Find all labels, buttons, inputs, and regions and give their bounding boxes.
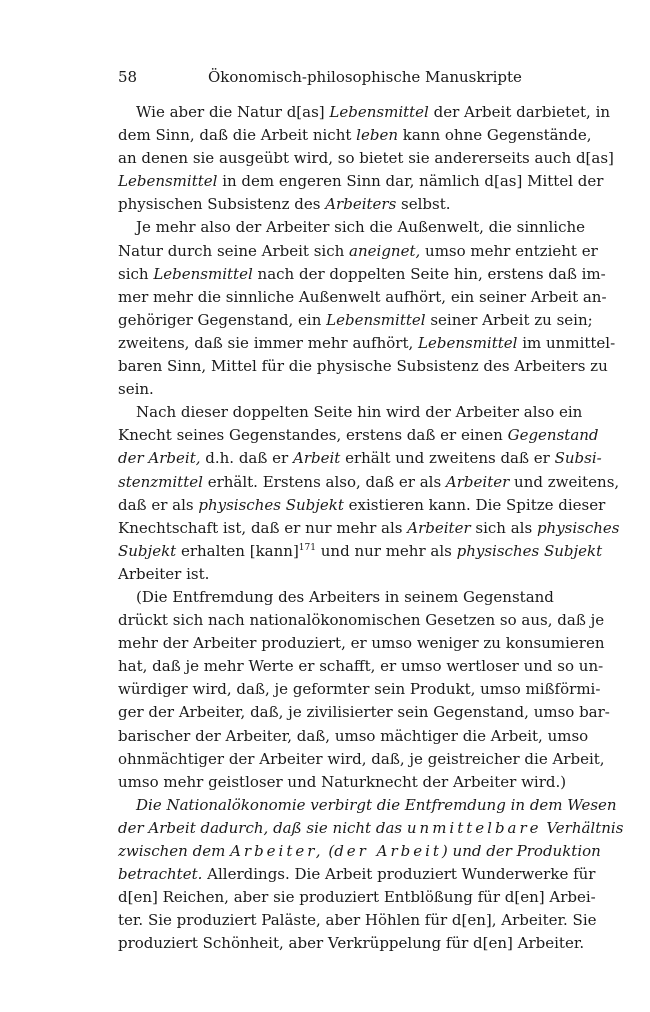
text-line	[118, 124, 592, 147]
paragraph	[118, 794, 624, 956]
text-run: würdiger wird, daß, je geformter sein Produkt, umso mißförmi-	[118, 680, 601, 699]
text-line	[118, 332, 616, 355]
text-run: Nach dieser doppelten Seite hin wird der Arbeiter also ein	[136, 403, 583, 422]
emphasis-text: physisches	[536, 518, 620, 537]
text-line	[118, 401, 583, 424]
text-run: d.h. daß er	[200, 449, 293, 468]
text-run: Knechtschaft ist, daß er nur mehr als	[118, 518, 408, 537]
paragraph	[118, 401, 620, 586]
text-line	[118, 632, 605, 655]
emphasis-text: Lebensmittel	[418, 333, 518, 352]
text-line	[118, 609, 605, 632]
page-number: 58	[118, 68, 138, 86]
emphasis-text: zwischen dem	[118, 842, 231, 860]
text-run: (Die Entfremdung des Arbeiters in seinem Gegenstand	[136, 587, 554, 606]
text-run: und nur mehr als	[315, 541, 457, 560]
emphasis-text: der Arbeit,	[118, 449, 201, 468]
emphasis-text: Subjekt	[118, 541, 177, 560]
emphasis-text: Arbeiters	[325, 195, 397, 214]
text-run: erhält. Erstens also, daß er als	[202, 472, 446, 491]
text-run: selbst.	[396, 195, 451, 214]
text-line	[118, 447, 602, 470]
emphasis-text: stenzmittel	[118, 472, 203, 491]
text-run: gehöriger Gegenstand, ein	[118, 310, 327, 329]
emphasis-text: der Arbeit	[334, 842, 442, 860]
text-run: ohnmächtiger der Arbeiter wird, daß, je geistreicher die Arbeit,	[118, 749, 605, 768]
text-line	[118, 748, 605, 771]
text-line	[118, 655, 604, 678]
text-run: drückt sich nach nationalökonomischen Gesetzen so aus, daß je	[118, 611, 605, 630]
text-run: sein.	[118, 380, 154, 399]
text-run: Allerdings. Die Arbeit produziert Wunderwerke für	[202, 865, 596, 884]
text-line	[118, 863, 596, 886]
emphasis-text: der Arbeit dadurch, daß sie nicht das	[118, 818, 407, 837]
text-run: seiner Arbeit zu sein;	[425, 310, 593, 329]
text-run: umso mehr entzieht er	[420, 241, 598, 260]
text-line	[118, 147, 614, 170]
emphasis-text: Arbeiter,	[230, 842, 324, 860]
text-line	[118, 932, 585, 955]
text-run: existieren kann. Die Spitze dieser	[343, 495, 606, 514]
text-run: physischen Subsistenz des	[118, 195, 326, 214]
emphasis-text: physisches Subjekt	[198, 495, 344, 514]
emphasis-text: Lebensmittel	[326, 310, 426, 329]
text-line	[118, 563, 530, 586]
text-line	[118, 725, 589, 748]
emphasis-text: aneignet,	[349, 241, 421, 260]
text-line	[118, 494, 606, 517]
text-run: ter. Sie produziert Paläste, aber Höhlen für d[en], Arbeiter. Sie	[118, 911, 597, 930]
emphasis-text: physisches Subjekt	[456, 541, 603, 560]
emphasis-text: Subsi-	[554, 449, 602, 468]
text-run: sich als	[470, 518, 537, 537]
text-run: im unmittel-	[517, 333, 616, 352]
text-run: an denen sie ausgeübt wird, so bietet sie andererseits auch d[as]	[118, 149, 614, 168]
emphasis-text: ) und der Produktion	[441, 842, 601, 860]
text-run: in dem engeren Sinn dar, nämlich d[as] Mittel der	[217, 172, 604, 191]
paragraph	[118, 586, 610, 794]
text-run: umso mehr geistloser und Naturknecht der Arbeiter wird.)	[118, 772, 567, 791]
emphasis-text: Verhältnis	[541, 818, 624, 837]
text-line	[118, 678, 601, 701]
emphasis-text: Arbeiter	[445, 472, 510, 491]
emphasis-text: Lebensmittel	[153, 264, 253, 283]
text-run: nach der doppelten Seite hin, erstens daß im-	[252, 264, 606, 283]
text-line	[118, 517, 620, 540]
text-line	[118, 817, 624, 840]
text-line	[118, 216, 586, 239]
paragraph	[118, 216, 616, 401]
text-line	[118, 263, 606, 286]
text-run: Knecht seines Gegenstandes, erstens daß er einen	[118, 426, 508, 445]
running-title: Ökonomisch-philosophische Manuskripte	[208, 68, 522, 86]
text-run: Wie aber die Natur d[as]	[136, 103, 330, 121]
text-line	[118, 886, 596, 909]
emphasis-text: (	[323, 842, 335, 860]
running-head	[118, 66, 530, 88]
emphasis-text: Lebensmittel	[118, 172, 218, 191]
emphasis-text: Lebensmittel	[329, 103, 429, 121]
text-line	[118, 355, 608, 378]
text-line	[118, 101, 611, 124]
text-line	[118, 193, 530, 216]
text-line	[118, 909, 597, 932]
text-line	[118, 471, 620, 494]
text-line	[118, 309, 593, 332]
text-run: kann ohne Gegenstände,	[398, 126, 592, 145]
text-run: der Arbeit darbietet, in	[428, 103, 611, 121]
text-line	[118, 170, 604, 193]
text-run: barischer der Arbeiter, daß, umso mächtiger die Arbeit, umso	[118, 726, 589, 745]
footnote-ref: 171	[298, 542, 316, 553]
text-line	[118, 771, 567, 794]
text-run: ger der Arbeiter, daß, je zivilisierter sein Gegenstand, umso bar-	[118, 703, 610, 722]
emphasis-text: leben	[356, 126, 398, 145]
text-run: d[en] Reichen, aber sie produziert Entblößung für d[en] Arbei-	[118, 888, 596, 907]
text-line	[118, 701, 610, 724]
text-run: daß er als	[118, 495, 199, 514]
body-text	[118, 101, 624, 955]
emphasis-text: Arbeiter	[407, 518, 471, 537]
text-run: mehr der Arbeiter produziert, er umso weniger zu konsumieren	[118, 634, 605, 653]
text-run: Natur durch seine Arbeit sich	[118, 241, 350, 260]
emphasis-text: Die Nationalökonomie verbirgt die Entfremdung in dem Wesen	[136, 795, 617, 814]
text-run: sich	[118, 264, 154, 283]
text-run: produziert Schönheit, aber Verkrüppelung für d[en] Arbeiter.	[118, 934, 585, 953]
text-line	[118, 794, 617, 817]
text-run: Je mehr also der Arbeiter sich die Außenwelt, die sinnliche	[136, 218, 586, 237]
text-run: Arbeiter ist.	[118, 564, 210, 583]
text-line	[118, 286, 607, 309]
text-line	[118, 424, 599, 447]
text-run: dem Sinn, daß die Arbeit nicht	[118, 126, 357, 145]
text-run: und zweitens,	[509, 472, 620, 491]
paragraph	[118, 101, 614, 216]
text-line	[118, 586, 554, 609]
text-run: erhalten [kann]	[176, 541, 299, 560]
emphasis-text: unmittelbare	[406, 818, 542, 837]
text-line	[118, 540, 603, 563]
emphasis-text: betrachtet.	[118, 865, 203, 884]
text-run: hat, daß je mehr Werte er schafft, er umso wertloser und so un-	[118, 657, 604, 676]
emphasis-text: Gegenstand	[507, 426, 599, 445]
text-run: erhält und zweitens daß er	[340, 449, 555, 468]
text-line	[118, 840, 601, 863]
text-run: baren Sinn, Mittel für die physische Subsistenz des Arbeiters zu	[118, 357, 608, 376]
text-run: zweitens, daß sie immer mehr aufhört,	[118, 333, 419, 352]
emphasis-text: Arbeit	[292, 449, 341, 468]
text-line	[118, 378, 530, 401]
text-run: mer mehr die sinnliche Außenwelt aufhört, ein seiner Arbeit an-	[118, 287, 607, 306]
text-line	[118, 240, 598, 263]
